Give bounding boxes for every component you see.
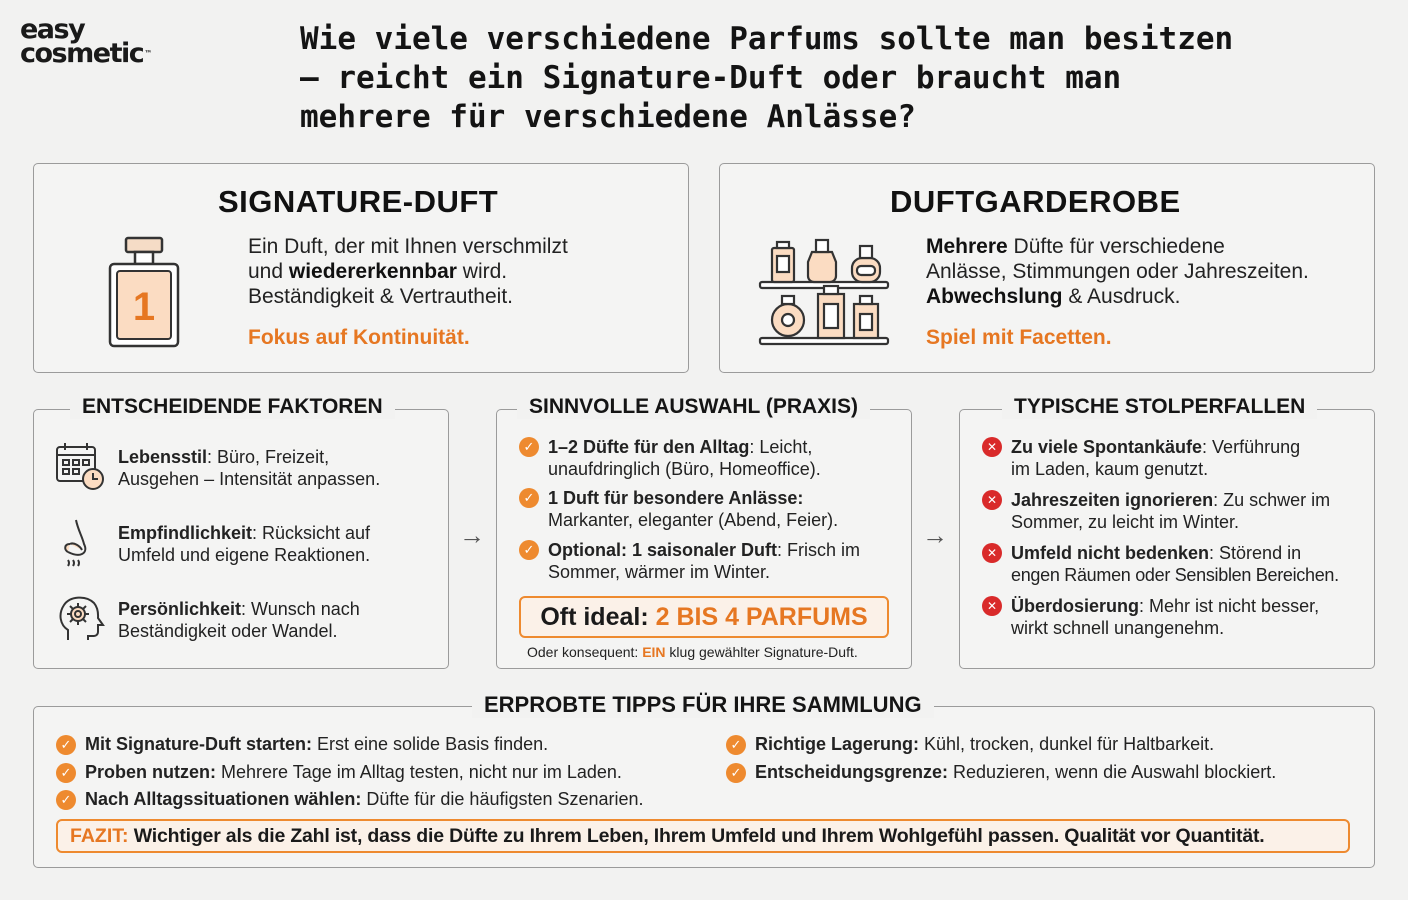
garderobe-description — [926, 234, 1309, 309]
tipp-item: ✓ Richtige Lagerung: Kühl, trocken, dunkel für Haltbarkeit. — [726, 734, 1214, 755]
fazit-text: Wichtiger als die Zahl ist, dass die Düfte zu Ihrem Leben, Ihrem Umfeld und Ihrem Wohlgefühl passen. Qualität vor Quantität. — [128, 824, 1265, 847]
check-icon: ✓ — [56, 735, 76, 755]
fallen-item: ✕ Zu viele Spontankäufe: Verführung im Laden, kaum genutzt. — [982, 436, 1300, 480]
perfume-shelf-icon — [758, 234, 890, 350]
signature-line-2: und wiedererkennbar wird. — [248, 260, 508, 283]
head-gear-icon — [54, 592, 106, 644]
garderobe-card — [719, 163, 1375, 373]
tipp-item: ✓ Proben nutzen: Mehrere Tage im Alltag testen, nicht nur im Laden. — [56, 762, 622, 783]
faktor-lebensstil-text: Lebensstil: Büro, Freizeit, Ausgehen – Intensität anpassen. — [118, 447, 381, 489]
tipp-item: ✓ Entscheidungsgrenze: Reduzieren, wenn die Auswahl blockiert. — [726, 762, 1276, 783]
garderobe-heading: DUFTGARDEROBE — [890, 184, 1181, 219]
faktoren-card — [33, 395, 449, 669]
auswahl-note: Oder konsequent: EIN klug gewählter Signature-Duft. — [527, 644, 858, 660]
logo-line-1: easy — [20, 14, 85, 45]
faktor-persoenlichkeit — [54, 592, 360, 644]
cross-icon: ✕ — [982, 596, 1002, 616]
auswahl-item: ✓ 1–2 Düfte für den Alltag: Leicht, unaufdringlich (Büro, Homeoffice). — [519, 436, 821, 480]
tipps-card — [33, 692, 1375, 868]
auswahl-card — [496, 395, 912, 669]
cross-icon: ✕ — [982, 543, 1002, 563]
auswahl-item: ✓ Optional: 1 saisonaler Duft: Frisch im Sommer, wärmer im Winter. — [519, 539, 860, 583]
signature-line-3: Beständigkeit & Vertrautheit. — [248, 285, 513, 308]
garderobe-line-1: Mehrere Düfte für verschiedene — [926, 235, 1225, 258]
faktoren-title: ENTSCHEIDENDE FAKTOREN — [70, 395, 395, 419]
faktor-lebensstil — [54, 440, 380, 492]
faktor-empfindlichkeit — [54, 516, 370, 568]
auswahl-item: ✓ 1 Duft für besondere Anlässe: Markanter, eleganter (Abend, Feier). — [519, 487, 838, 531]
check-icon: ✓ — [726, 763, 746, 783]
cross-icon: ✕ — [982, 437, 1002, 457]
check-icon: ✓ — [519, 488, 539, 508]
signature-heading: SIGNATURE-DUFT — [218, 184, 499, 219]
calendar-clock-icon — [54, 440, 106, 492]
trademark-mark: ™ — [144, 49, 153, 58]
tipp-item: ✓ Nach Alltagssituationen wählen: Düfte für die häufigsten Szenarien. — [56, 789, 644, 810]
fallen-title: TYPISCHE STOLPERFALLEN — [1002, 395, 1317, 419]
auswahl-title: SINNVOLLE AUSWAHL (PRAXIS) — [517, 395, 870, 419]
arrow-right-icon: → — [459, 520, 485, 550]
faktor-persoenlichkeit-text: Persönlichkeit: Wunsch nach Beständigkeit oder Wandel. — [118, 599, 360, 641]
bottle-number: 1 — [132, 285, 156, 329]
nose-icon — [54, 516, 106, 568]
signature-description — [248, 234, 568, 309]
fallen-item: ✕ Jahreszeiten ignorieren: Zu schwer im Sommer, zu leicht im Winter. — [982, 489, 1330, 533]
page-title: Wie viele verschiedene Parfums sollte man besitzen – reicht ein Signature-Duft oder braucht man mehrere für verschiedene Anlässe? — [300, 21, 1234, 135]
ideal-prefix: Oft ideal: — [540, 602, 656, 631]
fazit-box — [56, 819, 1350, 853]
fazit-label: FAZIT: — [70, 824, 129, 847]
signature-line-1: Ein Duft, der mit Ihnen verschmilzt — [248, 235, 568, 258]
tipps-title: ERPROBTE TIPPS FÜR IHRE SAMMLUNG — [472, 692, 934, 718]
fallen-item: ✕ Überdosierung: Mehr ist nicht besser, wirkt schnell unangenehm. — [982, 595, 1319, 639]
check-icon: ✓ — [519, 540, 539, 560]
perfume-bottle-icon — [104, 234, 184, 350]
logo-line-2: cosmetic™ — [20, 38, 153, 69]
garderobe-line-3: Abwechslung & Ausdruck. — [926, 285, 1181, 308]
ideal-highlight — [519, 596, 889, 638]
fallen-item: ✕ Umfeld nicht bedenken: Störend in engen Räumen oder Sensiblen Bereichen. — [982, 542, 1339, 586]
fallen-card — [959, 395, 1375, 669]
check-icon: ✓ — [56, 763, 76, 783]
ideal-value: 2 BIS 4 PARFUMS — [655, 602, 868, 631]
brand-logo — [20, 14, 153, 69]
check-icon: ✓ — [726, 735, 746, 755]
signature-accent: Fokus auf Kontinuität. — [248, 326, 470, 349]
arrow-right-icon: → — [922, 520, 948, 550]
cross-icon: ✕ — [982, 490, 1002, 510]
check-icon: ✓ — [519, 437, 539, 457]
garderobe-line-2: Anlässe, Stimmungen oder Jahreszeiten. — [926, 260, 1309, 283]
tipp-item: ✓ Mit Signature-Duft starten: Erst eine solide Basis finden. — [56, 734, 548, 755]
check-icon: ✓ — [56, 790, 76, 810]
faktor-empfindlichkeit-text: Empfindlichkeit: Rücksicht auf Umfeld und eigene Reaktionen. — [118, 523, 371, 565]
garderobe-accent: Spiel mit Facetten. — [926, 326, 1112, 349]
signature-card — [33, 163, 689, 373]
